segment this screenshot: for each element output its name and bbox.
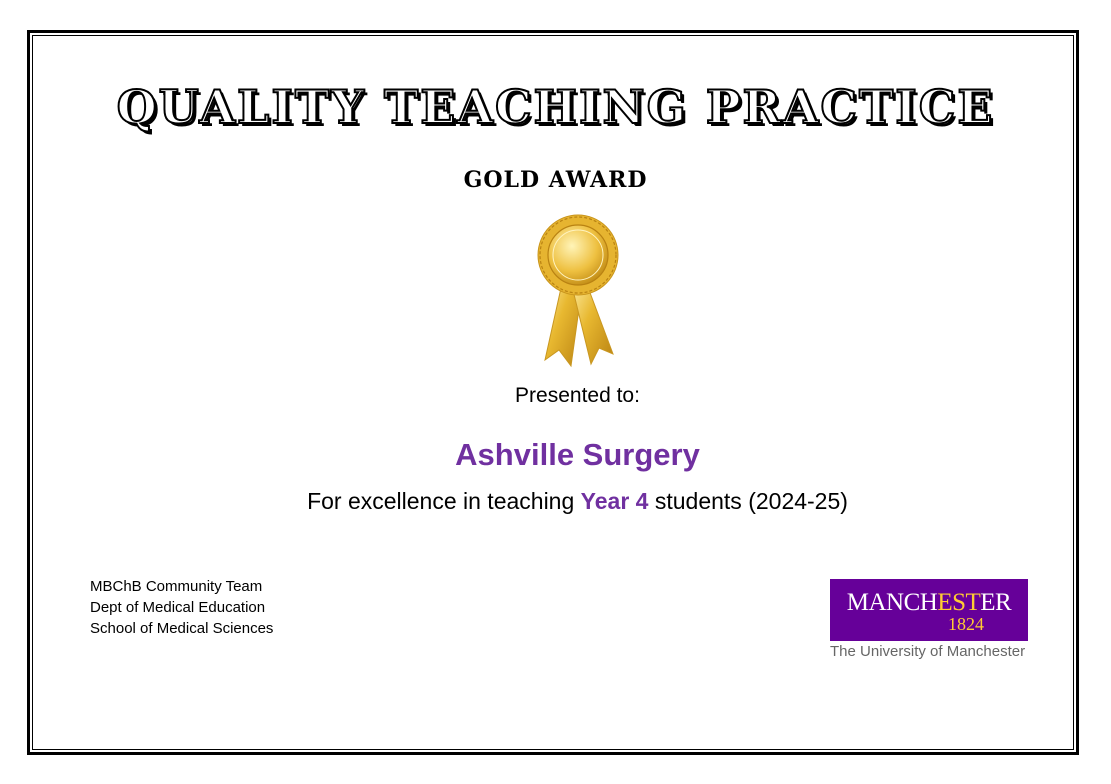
gold-rosette-icon xyxy=(531,212,625,368)
university-logo xyxy=(830,579,1028,641)
recipient-name: Ashville Surgery xyxy=(455,437,700,472)
issuer-block xyxy=(90,576,273,639)
reason-text-start: For excellence in teaching xyxy=(307,488,581,514)
issuer-line: School of Medical Sciences xyxy=(90,620,274,637)
reason-highlight: Year 4 xyxy=(580,488,649,514)
logo-year: 1824 xyxy=(948,614,984,634)
reason-text-end: students (2024-25) xyxy=(648,488,848,514)
award-level: GOLD AWARD xyxy=(463,167,648,193)
logo-wordmark: MANCHESTER xyxy=(846,589,1012,616)
presented-label: Presented to: xyxy=(515,384,640,407)
issuer-line: MBChB Community Team xyxy=(90,578,263,595)
university-name: The University of Manchester xyxy=(830,643,1026,660)
award-reason xyxy=(0,488,1111,515)
certificate-title: QUALITY TEACHING PRACTICE xyxy=(116,80,995,134)
issuer-line: Dept of Medical Education xyxy=(90,599,266,616)
